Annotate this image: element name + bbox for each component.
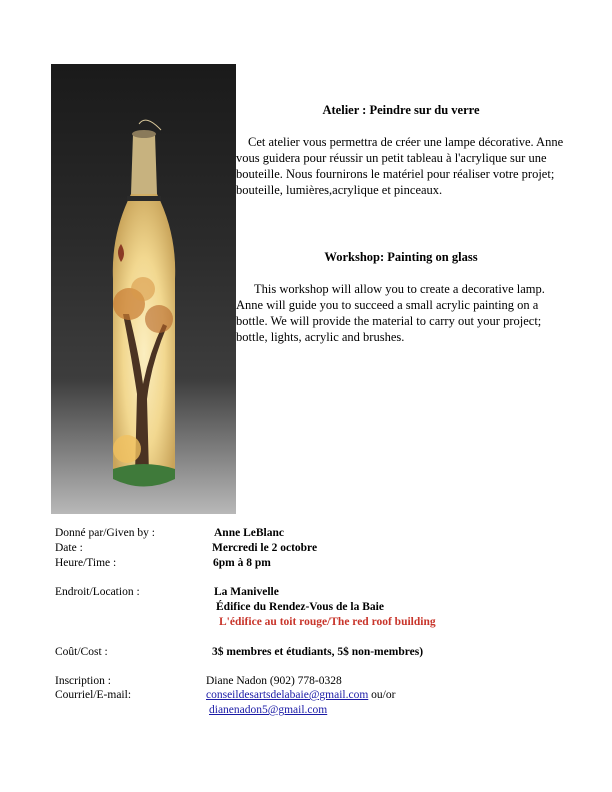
email-line-2 xyxy=(209,704,327,716)
painted-bottle-illustration xyxy=(51,64,236,514)
time-value: 6pm à 8 pm xyxy=(213,557,271,569)
location-line-3 xyxy=(219,616,436,628)
date-value: Mercredi le 2 octobre xyxy=(212,542,318,554)
inscription-value: Diane Nadon (902) 778-0328 xyxy=(206,675,342,687)
english-title: Workshop: Painting on glass xyxy=(324,250,478,264)
location-line-1: La Manivelle xyxy=(214,586,279,598)
given-by-value: Anne LeBlanc xyxy=(214,527,284,539)
email-label: Courriel/E-mail: xyxy=(55,689,132,701)
cost-label: Coût/Cost : xyxy=(55,646,108,658)
bottle-photo xyxy=(51,64,236,514)
given-by-label: Donné par/Given by : xyxy=(55,527,155,539)
location-line-3-en: The red roof building xyxy=(330,616,436,628)
inscription-label: Inscription : xyxy=(55,675,111,687)
time-label: Heure/Time : xyxy=(55,557,117,569)
email-link-1[interactable]: conseildesartsdelabaie@gmail.com xyxy=(206,689,369,701)
email-link-2[interactable]: dianenadon5@gmail.com xyxy=(209,704,328,716)
location-label: Endroit/Location : xyxy=(55,586,140,598)
english-description: This workshop will allow you to create a decorative lamp. Anne will guide you to succeed a small acrylic painting on a bottle. We will provide the material to carry out your project; bottle, lights, acrylic and brushes. xyxy=(236,282,545,344)
date-label: Date : xyxy=(55,542,83,554)
email-or: ou/or xyxy=(368,689,396,701)
french-section xyxy=(236,102,566,198)
location-line-2: Édifice du Rendez-Vous de la Baie xyxy=(216,601,384,613)
cost-value: 3$ membres et étudiants, 5$ non-membres) xyxy=(212,646,424,658)
french-description: Cet atelier vous permettra de créer une lampe décorative. Anne vous guidera pour réussir un petit tableau à l'acrylique sur une bouteille. Nous fournirons le matériel pour réaliser votre projet; bouteille, lumières,acrylique et pinceaux. xyxy=(236,135,564,197)
email-line-1 xyxy=(206,689,395,701)
english-section xyxy=(236,249,566,345)
french-title: Atelier : Peindre sur du verre xyxy=(322,103,480,117)
location-line-3-fr: L'édifice au toit rouge/ xyxy=(219,616,331,628)
